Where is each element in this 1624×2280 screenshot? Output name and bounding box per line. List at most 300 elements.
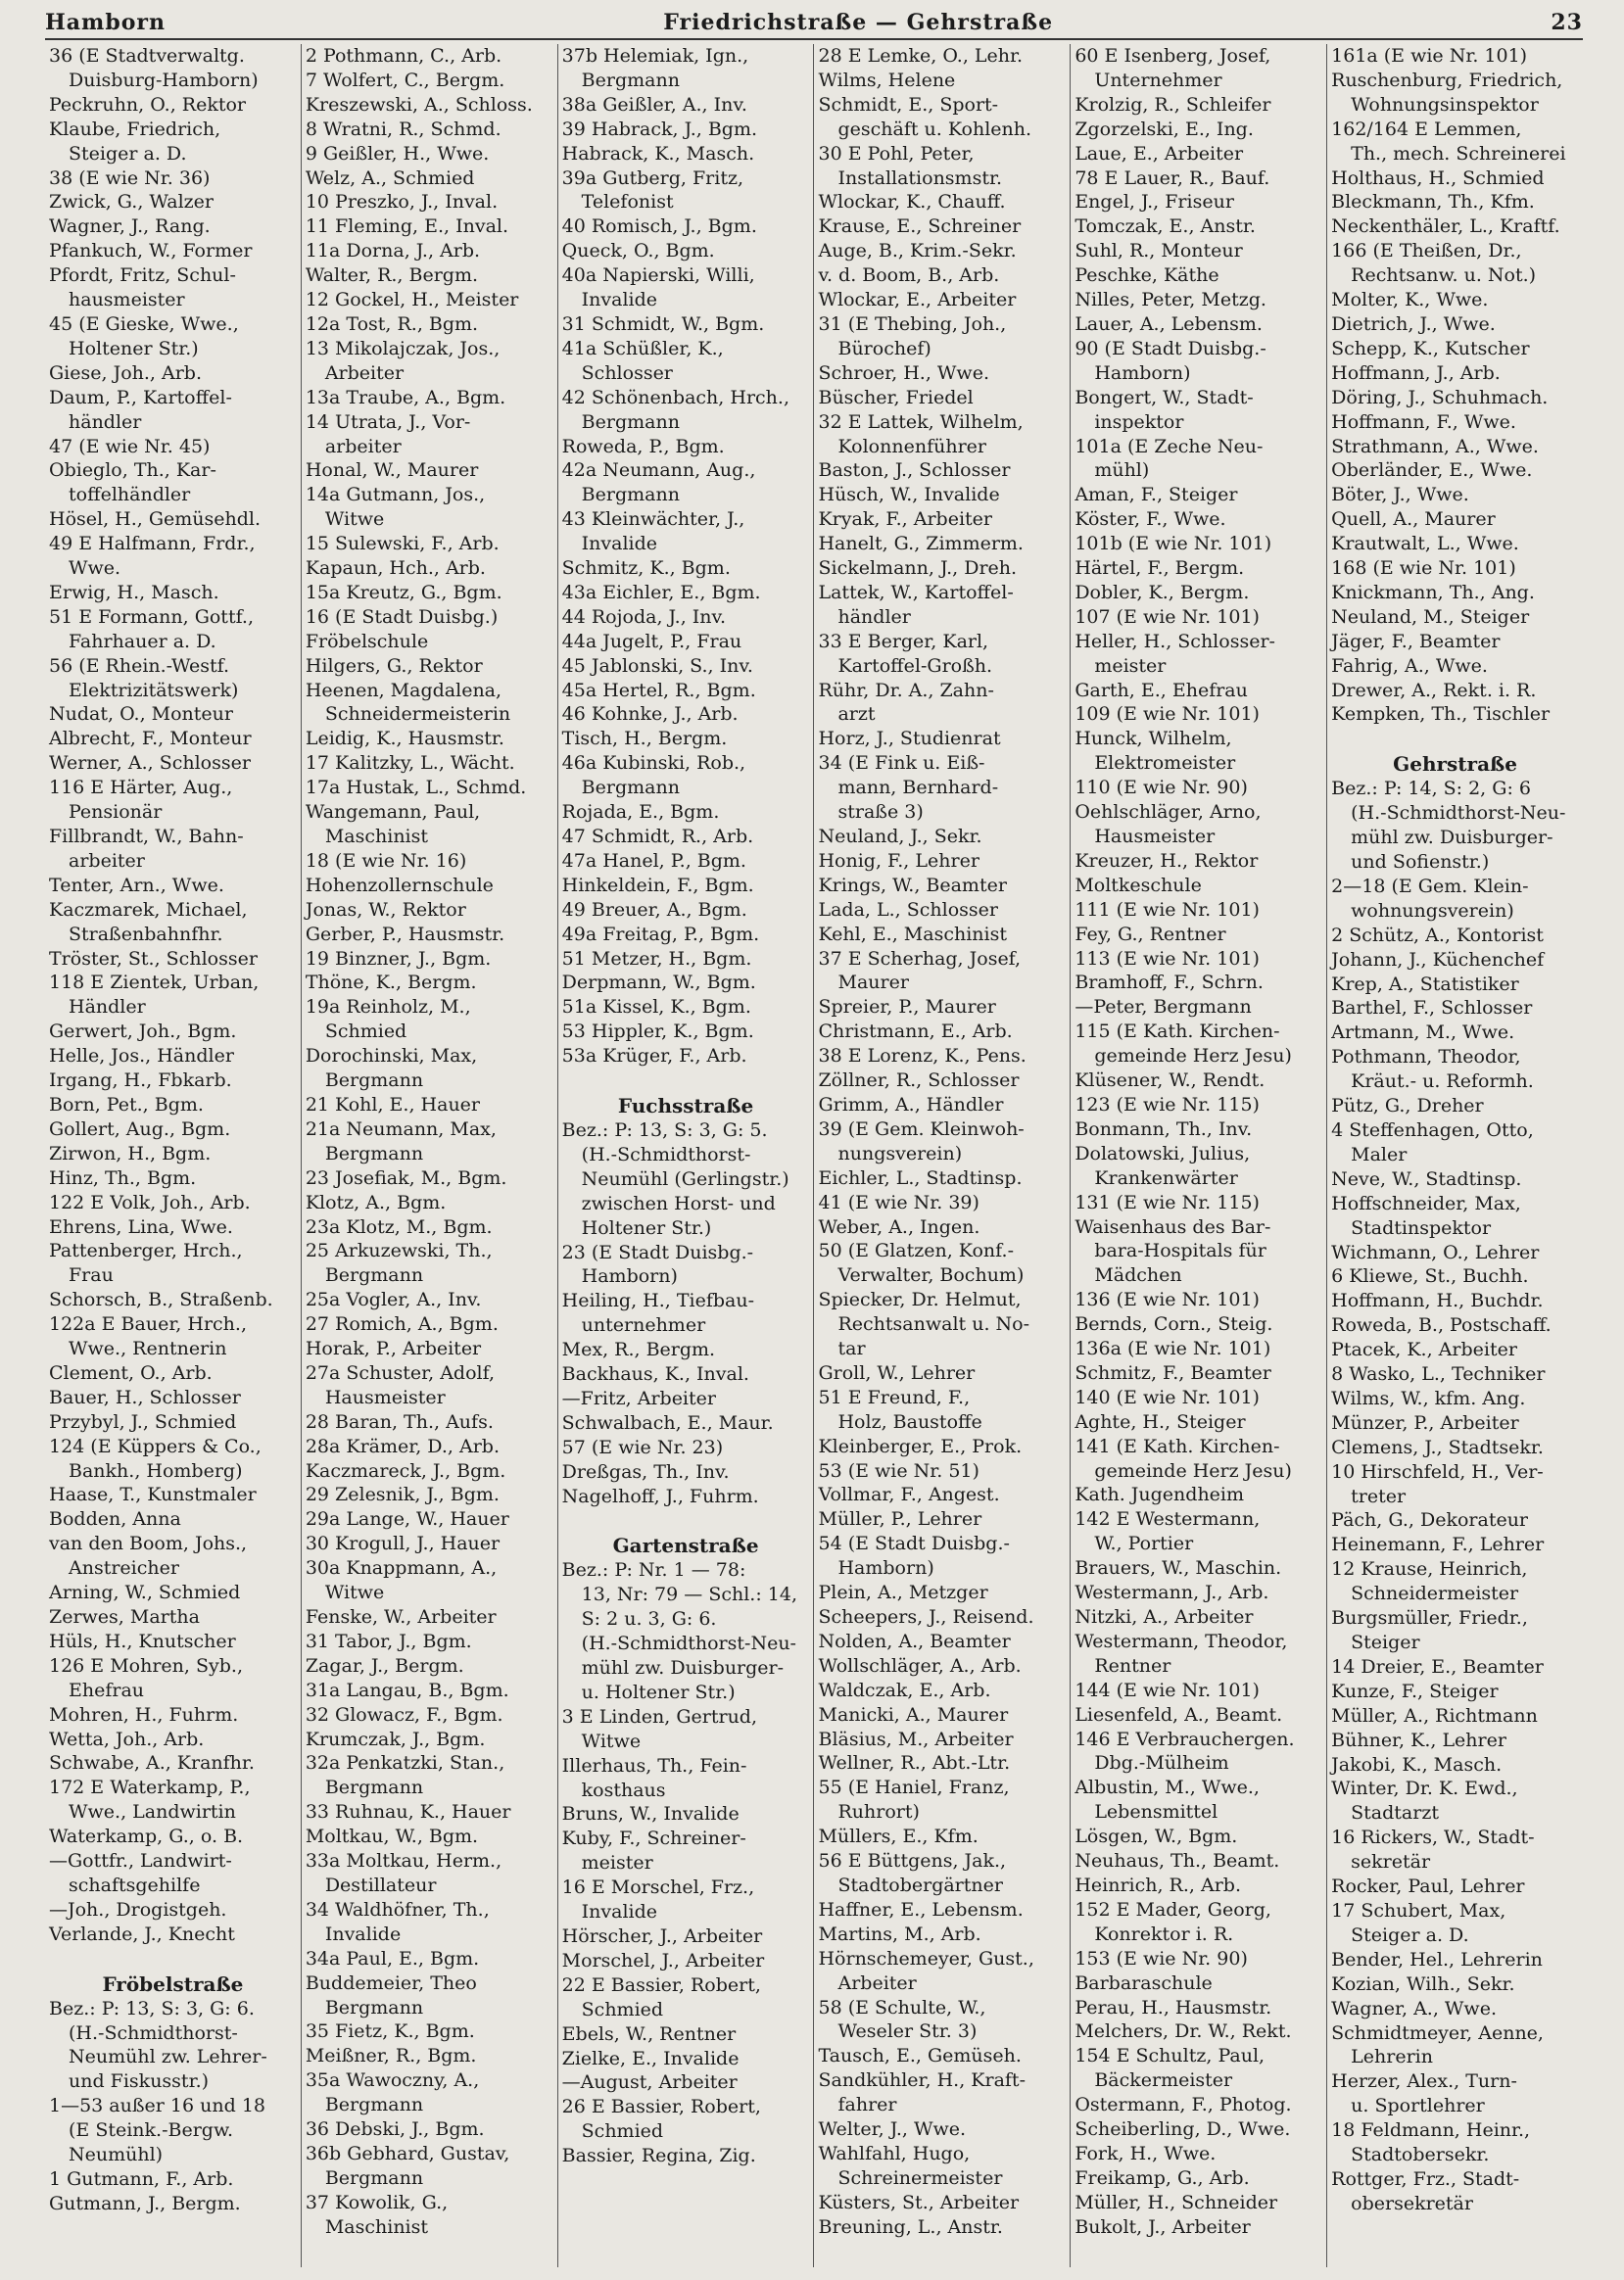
directory-entry: Westermann, J., Arb. xyxy=(1075,1582,1269,1604)
directory-entry: Köster, F., Wwe. xyxy=(1075,508,1226,531)
directory-entry: 33a Moltkau, Herm., xyxy=(305,1850,502,1873)
directory-entry: Schorsch, B., Straßenb. xyxy=(49,1289,273,1311)
directory-entry: Witwe xyxy=(324,508,385,531)
directory-entry: 25a Vogler, A., Inv. xyxy=(305,1289,482,1311)
directory-entry: Kleinberger, E., Prok. xyxy=(818,1435,1023,1457)
directory-entry: Neumühl zw. Lehrer- xyxy=(69,2046,267,2068)
directory-entry: Klüsener, W., Rendt. xyxy=(1075,1069,1266,1092)
directory-entry: Strathmann, A., Wwe. xyxy=(1331,435,1539,457)
directory-entry: Bürochef) xyxy=(837,337,931,359)
directory-entry: 110 (E wie Nr. 90) xyxy=(1075,777,1248,799)
directory-entry: Groll, W., Lehrer xyxy=(818,1361,976,1384)
directory-entry: Auge, B., Krim.-Sekr. xyxy=(818,240,1017,262)
directory-entry: arbeiter xyxy=(69,849,145,872)
directory-entry: 166 (E Theißen, Dr., xyxy=(1331,240,1522,262)
directory-entry: Tausch, E., Gemüseh. xyxy=(818,2045,1022,2067)
directory-entry: Dobler, K., Bergm. xyxy=(1075,581,1250,603)
directory-entry: Sickelmann, J., Dreh. xyxy=(818,557,1018,580)
directory-entry: 18 (E wie Nr. 16) xyxy=(305,849,467,872)
directory-entry: 51a Kissel, K., Bgm. xyxy=(561,996,751,1019)
directory-entry: Oehlschläger, Arno, xyxy=(1075,801,1262,824)
directory-entry: (H.-Schmidthorst- xyxy=(69,2021,238,2044)
directory-entry: Tisch, H., Bergm. xyxy=(561,728,728,750)
directory-entry: Stadtobergärtner xyxy=(837,1874,1003,1896)
directory-entry: Welz, A., Schmied xyxy=(305,166,475,189)
directory-entry: Kozian, Wilh., Sekr. xyxy=(1331,1972,1515,1995)
directory-entry: Neumühl) xyxy=(69,2144,164,2166)
directory-entry: 53 (E wie Nr. 51) xyxy=(818,1459,979,1482)
directory-entry: 101a (E Zeche Neu- xyxy=(1075,435,1264,457)
directory-entry: Invalide xyxy=(581,289,658,311)
directory-entry: 124 (E Küppers & Co., xyxy=(49,1435,262,1457)
directory-entry: Neuland, M., Steiger xyxy=(1331,605,1530,628)
directory-entry: Rojada, E., Bgm. xyxy=(561,801,720,824)
directory-entry: Kolonnenführer xyxy=(837,435,986,457)
directory-entry: Bez.: P: 14, S: 2, G: 6 xyxy=(1331,778,1531,800)
directory-entry: Dorochinski, Max, xyxy=(305,1045,478,1068)
directory-entry: Schreinermeister xyxy=(837,2166,1003,2189)
directory-entry: Schmidtmeyer, Aenne, xyxy=(1331,2021,1544,2044)
directory-entry: 126 E Mohren, Syb., xyxy=(49,1654,243,1677)
directory-entry: 47a Hanel, P., Bgm. xyxy=(561,849,746,872)
directory-entry: 162/164 E Lemmen, xyxy=(1331,118,1522,140)
directory-entry: 49 Breuer, A., Bgm. xyxy=(561,898,747,921)
directory-entry: 18 Feldmann, Heinr., xyxy=(1331,2119,1531,2142)
directory-entry: Bergmann xyxy=(324,2166,424,2189)
directory-entry: Herzer, Alex., Turn- xyxy=(1331,2070,1517,2093)
directory-column-2 xyxy=(302,44,558,2267)
directory-entry: 4 Steffenhagen, Otto, xyxy=(1331,1118,1534,1141)
directory-entry: 37b Helemiak, Ign., xyxy=(561,45,749,67)
directory-entry: Nitzki, A., Arbeiter xyxy=(1075,1606,1254,1628)
directory-entry: Kreszewski, A., Schloss. xyxy=(305,93,533,116)
directory-entry: 23 Josefiak, M., Bgm. xyxy=(305,1166,507,1189)
directory-entry: Thöne, K., Bergm. xyxy=(305,972,477,994)
directory-entry: Pfankuch, W., Former xyxy=(49,240,253,262)
directory-entry: Duisburg-Hamborn) xyxy=(69,69,259,91)
directory-entry: Schmitz, K., Bgm. xyxy=(561,557,731,580)
directory-entry: Klotz, A., Bgm. xyxy=(305,1191,447,1213)
directory-entry: mühl zw. Duisburger- xyxy=(1351,827,1553,849)
directory-entry: Mex, R., Bergm. xyxy=(561,1339,716,1361)
directory-entry: 34 (E Fink u. Eiß- xyxy=(818,752,985,775)
directory-entry: 31 Schmidt, W., Bgm. xyxy=(561,312,765,335)
directory-entry: 122 E Volk, Joh., Arb. xyxy=(49,1191,251,1213)
directory-entry: 14 Dreier, E., Beamter xyxy=(1331,1655,1544,1678)
directory-entry: Hinkeldein, F., Bgm. xyxy=(561,874,754,896)
directory-entry: Fillbrandt, W., Bahn- xyxy=(49,826,244,847)
directory-entry: 17a Hustak, L., Schmd. xyxy=(305,777,527,799)
directory-entry: gemeinde Herz Jesu) xyxy=(1094,1459,1292,1482)
directory-entry: Krumczak, J., Bgm. xyxy=(305,1728,486,1750)
directory-entry: Scheiberling, D., Wwe. xyxy=(1075,2118,1291,2141)
directory-entry: Leidig, K., Hausmstr. xyxy=(305,728,504,750)
directory-entry: Brauers, W., Maschin. xyxy=(1075,1557,1282,1580)
directory-entry: Vollmar, F., Angest. xyxy=(818,1484,1000,1506)
directory-entry: Verwalter, Bochum) xyxy=(837,1264,1025,1287)
directory-entry: Mohren, H., Fuhrm. xyxy=(49,1703,239,1726)
directory-entry: Plein, A., Metzger xyxy=(818,1582,988,1604)
directory-entry: Heenen, Magdalena, xyxy=(305,679,502,701)
directory-entry: Pfordt, Fritz, Schul- xyxy=(49,264,236,287)
directory-entry: Hilgers, G., Rektor xyxy=(305,654,483,677)
directory-entry: kosthaus xyxy=(581,1779,666,1801)
directory-entry: 36b Gebhard, Gustav, xyxy=(305,2142,510,2164)
street-heading: Gartenstraße xyxy=(612,1534,759,1558)
directory-entry: 154 E Schultz, Paul, xyxy=(1075,2045,1266,2067)
directory-entry: Müllers, E., Kfm. xyxy=(818,1826,979,1848)
directory-entry: 51 Metzer, H., Bgm. xyxy=(561,947,752,970)
directory-entry: Bäckermeister xyxy=(1094,2069,1233,2092)
directory-entry: 12 Krause, Heinrich, xyxy=(1331,1558,1528,1581)
directory-entry: Wagner, J., Rang. xyxy=(49,215,211,238)
directory-entry: Tröster, St., Schlosser xyxy=(49,947,258,970)
directory-entry: Kaczmareck, J., Bgm. xyxy=(305,1459,506,1482)
directory-entry: Waterkamp, G., o. B. xyxy=(49,1826,244,1848)
directory-entry: Zirwon, H., Bgm. xyxy=(49,1142,212,1164)
directory-entry: Queck, O., Bgm. xyxy=(561,240,715,262)
directory-entry: hausmeister xyxy=(69,289,185,311)
directory-entry: Kartoffel-Großh. xyxy=(837,654,993,677)
directory-entry: Wlockar, K., Chauff. xyxy=(818,191,1006,214)
directory-entry: 38 E Lorenz, K., Pens. xyxy=(818,1045,1027,1068)
directory-entry: 27 Romich, A., Bgm. xyxy=(305,1313,499,1336)
directory-entry: 116 E Härter, Aug., xyxy=(49,777,233,799)
directory-entry: Jäger, F., Beamter xyxy=(1331,630,1501,652)
directory-entry: Lauer, A., Lebensm. xyxy=(1075,312,1263,335)
directory-entry: Born, Pet., Bgm. xyxy=(49,1093,204,1116)
directory-entry: 11a Dorna, J., Arb. xyxy=(305,240,481,262)
directory-entry: W., Portier xyxy=(1094,1533,1194,1555)
directory-entry: inspektor xyxy=(1094,410,1184,433)
directory-entry: Ehefrau xyxy=(69,1679,145,1701)
page-header xyxy=(45,10,1583,40)
directory-entry: Hausmeister xyxy=(324,1386,446,1408)
directory-entry: Bassier, Regina, Zig. xyxy=(561,2145,756,2167)
directory-entry: Scheepers, J., Reisend. xyxy=(818,1606,1034,1628)
directory-entry: Bukolt, J., Arbeiter xyxy=(1075,2215,1251,2238)
directory-entry: Destillateur xyxy=(324,1874,437,1896)
directory-entry: Wetta, Joh., Arb. xyxy=(49,1728,205,1750)
directory-entry: 23 (E Stadt Duisbg.- xyxy=(561,1241,754,1263)
directory-entry: Bruns, W., Invalide xyxy=(561,1803,740,1826)
directory-entry: Breuning, L., Anstr. xyxy=(818,2215,1003,2238)
directory-entry: Meißner, R., Bgm. xyxy=(305,2045,477,2067)
directory-entry: Krankenwärter xyxy=(1094,1166,1238,1189)
columns-container xyxy=(45,44,1583,2267)
directory-entry: mühl zw. Duisburger- xyxy=(581,1657,785,1679)
directory-entry: Derpmann, W., Bgm. xyxy=(561,972,756,994)
directory-entry: Hanelt, G., Zimmerm. xyxy=(818,533,1024,555)
directory-entry: Zgorzelski, E., Ing. xyxy=(1075,118,1254,140)
directory-entry: 38a Geißler, A., Inv. xyxy=(561,93,747,116)
directory-entry: Lösgen, W., Bgm. xyxy=(1075,1826,1238,1848)
directory-entry: und Sofienstr.) xyxy=(1351,851,1490,873)
directory-entry: Hinz, Th., Bgm. xyxy=(49,1166,197,1189)
directory-entry: van den Boom, Johs., xyxy=(49,1533,248,1555)
directory-entry: Bergmann xyxy=(324,1777,424,1799)
directory-entry: Tomczak, E., Anstr. xyxy=(1075,215,1256,238)
directory-entry: Mädchen xyxy=(1094,1264,1182,1287)
directory-entry: Elektrizitätswerk) xyxy=(69,679,239,701)
directory-entry: Horak, P., Arbeiter xyxy=(305,1338,482,1360)
directory-entry: Bergmann xyxy=(324,2094,424,2116)
directory-entry: 31 Tabor, J., Bgm. xyxy=(305,1630,472,1652)
directory-entry: Lada, L., Schlosser xyxy=(818,898,998,921)
directory-entry: Jonas, W., Rektor xyxy=(305,898,466,921)
directory-entry: Fey, G., Rentner xyxy=(1075,923,1226,945)
directory-entry: Wollschläger, A., Arb. xyxy=(818,1654,1022,1677)
directory-entry: Telefonist xyxy=(581,191,674,214)
directory-entry: Wellner, R., Abt.-Ltr. xyxy=(818,1752,1011,1775)
directory-entry: 46 Kohnke, J., Arb. xyxy=(561,703,739,726)
directory-entry: Krep, A., Statistiker xyxy=(1331,973,1519,995)
directory-entry: wohnungsverein) xyxy=(1351,899,1514,922)
page-number: 23 xyxy=(1551,10,1583,35)
directory-entry: 8 Wasko, L., Techniker xyxy=(1331,1363,1546,1386)
directory-entry: Anstreicher xyxy=(69,1557,179,1580)
directory-entry: 41a Schüßler, K., xyxy=(561,337,724,359)
directory-entry: 45a Hertel, R., Bgm. xyxy=(561,679,756,701)
directory-entry: 23a Klotz, M., Bgm. xyxy=(305,1215,493,1238)
directory-entry: 19a Reinholz, M., xyxy=(305,996,471,1019)
directory-entry: Schroer, H., Wwe. xyxy=(818,361,989,384)
directory-entry: Weseler Str. 3) xyxy=(837,2020,978,2043)
directory-entry: 8 Wratni, R., Schmd. xyxy=(305,118,502,140)
directory-entry: Holtener Str.) xyxy=(581,1216,712,1239)
directory-entry: Büscher, Friedel xyxy=(818,386,974,408)
directory-entry: 32 Glowacz, F., Bgm. xyxy=(305,1703,503,1726)
directory-entry: Zerwes, Martha xyxy=(49,1606,200,1628)
directory-entry: Kempken, Th., Tischler xyxy=(1331,703,1551,726)
directory-entry: 13a Traube, A., Bgm. xyxy=(305,386,506,408)
directory-entry: Rottger, Frz., Stadt- xyxy=(1331,2167,1520,2190)
directory-entry: Wwe., Rentnerin xyxy=(69,1338,227,1360)
directory-entry: Kuby, F., Schreiner- xyxy=(561,1828,746,1850)
directory-entry: Weber, A., Ingen. xyxy=(818,1215,980,1238)
directory-entry: 3 E Linden, Gertrud, xyxy=(561,1705,758,1728)
directory-entry: Kreuzer, H., Rektor xyxy=(1075,849,1259,872)
directory-entry: Bergmann xyxy=(324,1264,424,1287)
directory-entry: Invalide xyxy=(324,1923,402,1945)
directory-entry: 50 (E Glatzen, Konf.- xyxy=(818,1240,1014,1262)
directory-entry: Hamborn) xyxy=(837,1557,934,1580)
directory-entry: 29a Lange, W., Hauer xyxy=(305,1508,509,1531)
directory-entry: Hausmeister xyxy=(1094,826,1216,847)
directory-entry: Kräut.- u. Reformh. xyxy=(1351,1070,1534,1093)
directory-entry: Fröbelschule xyxy=(305,630,429,652)
directory-entry: Ostermann, F., Photog. xyxy=(1075,2094,1292,2116)
directory-entry: 11 Fleming, E., Inval. xyxy=(305,215,509,238)
directory-entry: Schwabe, A., Kranfhr. xyxy=(49,1752,255,1775)
directory-entry: Döring, J., Schuhmach. xyxy=(1331,386,1549,408)
directory-entry: Heinemann, F., Lehrer xyxy=(1331,1534,1545,1556)
directory-entry: 53 Hippler, K., Bgm. xyxy=(561,1021,754,1043)
directory-entry: 32a Penkatzki, Stan., xyxy=(305,1752,505,1775)
directory-column-3 xyxy=(558,44,815,2267)
directory-entry: Schmied xyxy=(581,1998,664,2020)
directory-entry: 34a Paul, E., Bgm. xyxy=(305,1947,480,1970)
directory-entry: Bender, Hel., Lehrerin xyxy=(1331,1948,1543,1971)
directory-entry: Honal, W., Maurer xyxy=(305,459,479,482)
directory-entry: Rocker, Paul, Lehrer xyxy=(1331,1876,1525,1898)
directory-entry: Hörscher, J., Arbeiter xyxy=(561,1924,763,1947)
directory-entry: Arning, W., Schmied xyxy=(49,1582,241,1604)
directory-entry: Lattek, W., Kartoffel- xyxy=(818,581,1014,603)
directory-entry: (H.-Schmidthorst-Neu- xyxy=(1351,802,1566,825)
directory-entry: Illerhaus, Th., Fein- xyxy=(561,1754,747,1777)
directory-entry: 12 Gockel, H., Meister xyxy=(305,289,519,311)
directory-entry: Pothmann, Theodor, xyxy=(1331,1046,1521,1069)
directory-entry: 141 (E Kath. Kirchen- xyxy=(1075,1435,1280,1457)
directory-entry: Haase, T., Kunstmaler xyxy=(49,1484,257,1506)
directory-entry: 43a Eichler, E., Bgm. xyxy=(561,581,761,603)
directory-entry: 58 (E Schulte, W., xyxy=(818,1996,986,2019)
directory-entry: Dreßgas, Th., Inv. xyxy=(561,1460,730,1483)
directory-entry: 40a Napierski, Willi, xyxy=(561,264,755,287)
directory-entry: Bodden, Anna xyxy=(49,1508,181,1531)
directory-entry: v. d. Boom, B., Arb. xyxy=(818,264,1000,287)
directory-entry: händler xyxy=(69,410,142,433)
directory-entry: 28 Baran, Th., Aufs. xyxy=(305,1410,494,1433)
directory-entry: 28a Krämer, D., Arb. xyxy=(305,1435,500,1457)
directory-entry: Sandkühler, H., Kraft- xyxy=(818,2069,1026,2092)
directory-entry: 27a Schuster, Adolf, xyxy=(305,1361,496,1384)
header-left: Hamborn xyxy=(45,10,166,35)
directory-entry: Gollert, Aug., Bgm. xyxy=(49,1117,231,1140)
directory-entry: straße 3) xyxy=(837,801,924,824)
directory-entry: fahrer xyxy=(837,2094,897,2116)
directory-entry: 16 (E Stadt Duisbg.) xyxy=(305,605,499,628)
directory-column-1 xyxy=(45,44,302,2267)
directory-entry: Schmied xyxy=(581,2120,664,2143)
directory-entry: Freikamp, G., Arb. xyxy=(1075,2166,1250,2189)
directory-entry: Daum, P., Kartoffel- xyxy=(49,386,232,408)
directory-entry: Stadtarzt xyxy=(1351,1802,1439,1825)
directory-entry: 39a Gutberg, Fritz, xyxy=(561,166,744,189)
directory-entry: 2 Schütz, A., Kontorist xyxy=(1331,924,1544,946)
directory-entry: Quell, A., Maurer xyxy=(1331,508,1496,531)
directory-entry: 122a E Bauer, Hrch., xyxy=(49,1313,247,1336)
directory-entry: —Joh., Drogistgeh. xyxy=(49,1898,227,1921)
directory-entry: Moltkeschule xyxy=(1075,874,1202,896)
directory-entry: 32 E Lattek, Wilhelm, xyxy=(818,410,1024,433)
directory-entry: Lehrerin xyxy=(1351,2046,1433,2068)
directory-entry: Wwe. xyxy=(69,557,121,580)
directory-entry: Elektromeister xyxy=(1094,752,1236,775)
directory-entry: 35a Wawoczny, A., xyxy=(305,2069,480,2092)
directory-column-4 xyxy=(814,44,1071,2267)
directory-entry: 1—53 außer 16 und 18 xyxy=(49,2095,265,2117)
directory-entry: Welter, J., Wwe. xyxy=(818,2118,967,2141)
directory-entry: Fenske, W., Arbeiter xyxy=(305,1606,497,1628)
directory-entry: Waisenhaus des Bar- xyxy=(1075,1215,1271,1238)
directory-entry: Dietrich, J., Wwe. xyxy=(1331,312,1496,335)
directory-entry: Rechtsanw. u. Not.) xyxy=(1351,264,1537,287)
directory-entry: Honig, F., Lehrer xyxy=(818,849,979,872)
directory-entry: —Peter, Bergmann xyxy=(1075,996,1252,1019)
directory-entry: 17 Kalitzky, L., Wächt. xyxy=(305,752,515,775)
directory-entry: Albustin, M., Wwe., xyxy=(1075,1777,1260,1799)
directory-entry: Pensionär xyxy=(69,801,163,824)
directory-entry: Knickmann, Th., Ang. xyxy=(1331,581,1535,603)
directory-entry: Bergmann xyxy=(324,1996,424,2019)
directory-entry: Spreier, P., Maurer xyxy=(818,996,996,1019)
directory-entry: 152 E Mader, Georg, xyxy=(1075,1898,1271,1921)
directory-entry: Buddemeier, Theo xyxy=(305,1971,477,1994)
directory-entry: Böter, J., Wwe. xyxy=(1331,484,1469,506)
directory-entry: Kunze, F., Steiger xyxy=(1331,1680,1499,1702)
directory-entry: Ehrens, Lina, Wwe. xyxy=(49,1215,233,1238)
directory-entry: Hoffmann, J., Arb. xyxy=(1331,361,1501,384)
directory-entry: 153 (E wie Nr. 90) xyxy=(1075,1947,1248,1970)
directory-entry: Bauer, H., Schlosser xyxy=(49,1386,241,1408)
directory-entry: 2 Pothmann, C., Arb. xyxy=(305,45,502,67)
directory-entry: Hamborn) xyxy=(581,1265,678,1288)
directory-entry: Witwe xyxy=(581,1730,642,1752)
directory-entry: Krings, W., Beamter xyxy=(818,874,1007,896)
directory-entry: 31a Langau, B., Bgm. xyxy=(305,1679,509,1701)
directory-entry: 54 (E Stadt Duisbg.- xyxy=(818,1533,1010,1555)
directory-entry: 42a Neumann, Aug., xyxy=(561,459,756,482)
directory-entry: Steiger a. D. xyxy=(69,142,187,165)
directory-entry: Maler xyxy=(1351,1143,1408,1165)
directory-entry: Kryak, F., Arbeiter xyxy=(818,508,993,531)
directory-entry: 43 Kleinwächter, J., xyxy=(561,508,745,531)
directory-entry: Rühr, Dr. A., Zahn- xyxy=(818,679,994,701)
directory-entry: 144 (E wie Nr. 101) xyxy=(1075,1679,1260,1701)
directory-entry: Neckenthäler, L., Kraftf. xyxy=(1331,215,1560,238)
directory-entry: —Gottfr., Landwirt- xyxy=(49,1850,232,1873)
directory-entry: Giese, Joh., Arb. xyxy=(49,361,202,384)
directory-entry: 37 Kowolik, G., xyxy=(305,2191,449,2213)
directory-entry: Installationsmstr. xyxy=(837,166,1002,189)
directory-entry: Krause, E., Schreiner xyxy=(818,215,1022,238)
header-title: Friedrichstraße — Gehrstraße xyxy=(663,10,1054,35)
directory-entry: 146 E Verbrauchergen. xyxy=(1075,1728,1295,1750)
directory-entry: Gerber, P., Hausmstr. xyxy=(305,923,505,945)
directory-column-5 xyxy=(1071,44,1327,2267)
directory-entry: Morschel, J., Arbeiter xyxy=(561,1949,765,1971)
directory-entry: 9 Geißler, H., Wwe. xyxy=(305,142,490,165)
directory-entry: 14 Utrata, J., Vor- xyxy=(305,410,471,433)
directory-entry: Härtel, F., Bergm. xyxy=(1075,557,1245,580)
directory-entry: Barbaraschule xyxy=(1075,1971,1213,1994)
directory-entry: Bergmann xyxy=(581,410,680,433)
directory-entry: Arbeiter xyxy=(324,361,405,384)
directory-entry: 29 Zelesnik, J., Bgm. xyxy=(305,1484,500,1506)
directory-entry: Westermann, Theodor, xyxy=(1075,1630,1288,1652)
directory-entry: Ptacek, K., Arbeiter xyxy=(1331,1339,1517,1361)
directory-entry: Stadtinspektor xyxy=(1351,1216,1492,1239)
directory-entry: Bez.: P: 13, S: 3, G: 6. xyxy=(49,1997,255,2019)
directory-entry: Tenter, Arn., Wwe. xyxy=(49,874,224,896)
directory-entry: Nilles, Peter, Metzg. xyxy=(1075,289,1266,311)
directory-entry: Suhl, R., Monteur xyxy=(1075,240,1243,262)
directory-entry: Manicki, A., Maurer xyxy=(818,1703,1009,1726)
directory-entry: 42 Schönenbach, Hrch., xyxy=(561,386,789,408)
directory-entry: Bongert, W., Stadt- xyxy=(1075,386,1254,408)
directory-entry: Witwe xyxy=(324,1582,385,1604)
directory-entry: 40 Romisch, J., Bgm. xyxy=(561,215,757,238)
directory-entry: Backhaus, K., Inval. xyxy=(561,1363,749,1386)
directory-entry: Obieglo, Th., Kar- xyxy=(49,459,216,482)
directory-entry: Fahrhauer a. D. xyxy=(69,630,216,652)
directory-entry: Heinrich, R., Arb. xyxy=(1075,1874,1241,1896)
directory-entry: 118 E Zientek, Urban, xyxy=(49,972,260,994)
directory-entry: Arbeiter xyxy=(837,1971,917,1994)
directory-entry: 10 Hirschfeld, H., Ver- xyxy=(1331,1460,1544,1483)
